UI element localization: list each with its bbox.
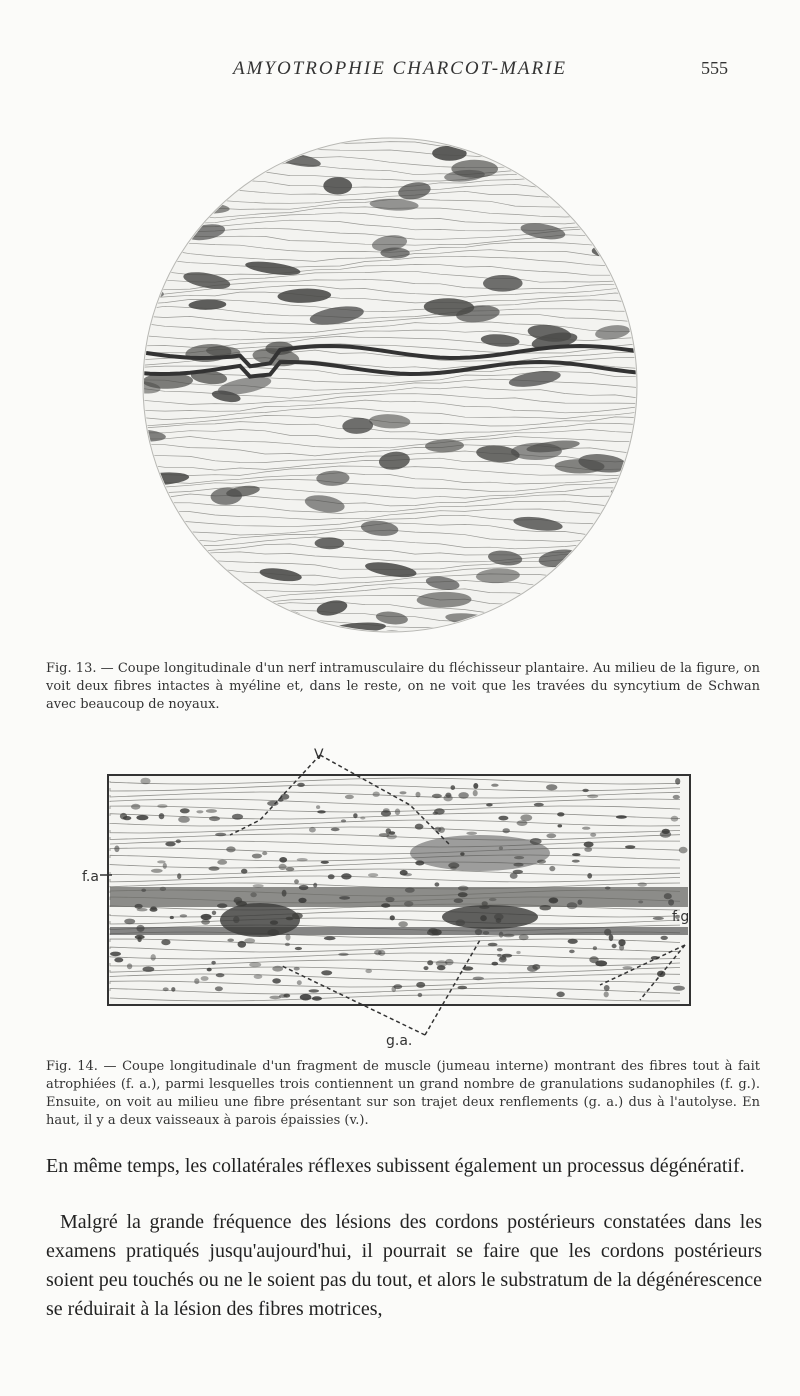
figure-14-illustration xyxy=(80,745,720,1055)
running-header: AMYOTROPHIE CHARCOT-MARIE xyxy=(232,58,568,79)
label-v: V xyxy=(314,747,324,763)
label-fa: f.a xyxy=(82,869,99,885)
figure-13-illustration xyxy=(140,130,640,640)
paragraph-2: Malgré la grande fréquence des lésions des cordons postérieurs constatées dans les examens pratiqués jusqu'aujourd'hui, il pourrait se faire que les cordons postérieurs soient peu touchés ou ne le soient pas du tout, et alors le substratum de la dégénérescence se réduirait à la lésion des fibres motrices, xyxy=(46,1211,762,1320)
label-fg: f.g xyxy=(672,909,690,925)
label-ga: g.a. xyxy=(386,1033,413,1049)
paragraph-1: En même temps, les collatérales réflexes subissent également un processus dégénératif. xyxy=(46,1155,745,1177)
figure-13-caption: Fig. 13. — Coupe longitudinale d'un nerf intramusculaire du fléchisseur plantaire. Au milieu de la figure, on voit deux fibres intactes à myéline et, dans le reste, on ne voit que les travées du syncytium de Schwan avec beaucoup de noyaux. xyxy=(46,661,760,712)
figure-14-caption: Fig. 14. — Coupe longitudinale d'un fragment de muscle (jumeau interne) montrant des fibres tout à fait atrophiées (f. a.), parmi lesquelles trois contiennent un grand nombre de granulations sudanophiles (f. g.). Ensuite, on voit au milieu une fibre présentant sur son trajet deux renflements (g. a.) dus à l'autolyse. En haut, il y a deux vaisseaux à parois épaissies (v.). xyxy=(46,1059,760,1128)
page-number: 555 xyxy=(701,58,728,78)
